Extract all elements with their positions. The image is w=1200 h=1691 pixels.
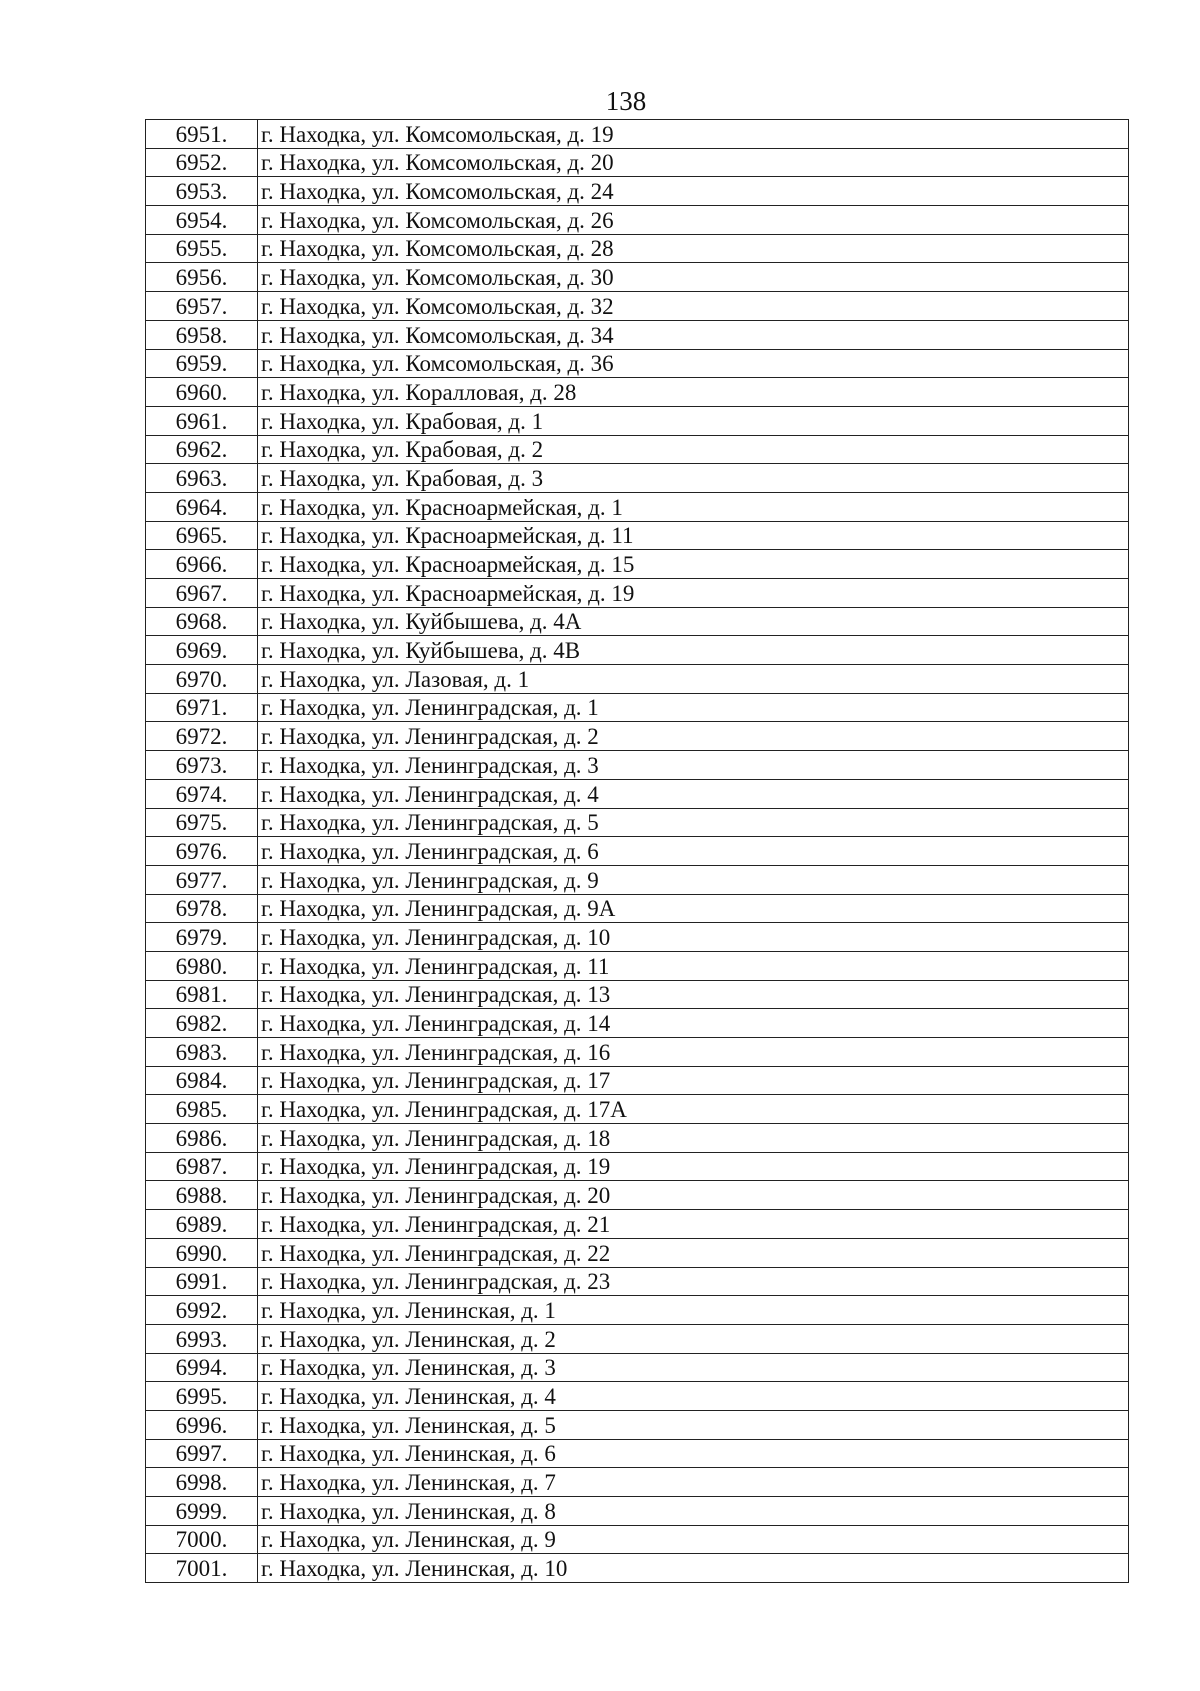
row-address: г. Находка, ул. Комсомольская, д. 26 bbox=[258, 206, 1129, 235]
table-row bbox=[146, 1066, 1129, 1095]
table-row bbox=[146, 951, 1129, 980]
table-row bbox=[146, 320, 1129, 349]
table-row bbox=[146, 607, 1129, 636]
row-number: 6986. bbox=[146, 1124, 258, 1153]
row-address: г. Находка, ул. Красноармейская, д. 19 bbox=[258, 579, 1129, 608]
table-row bbox=[146, 1439, 1129, 1468]
address-table-body bbox=[146, 120, 1129, 1583]
row-number: 6999. bbox=[146, 1497, 258, 1526]
row-number: 6983. bbox=[146, 1038, 258, 1067]
row-address: г. Находка, ул. Ленинградская, д. 17 bbox=[258, 1066, 1129, 1095]
row-address: г. Находка, ул. Лазовая, д. 1 bbox=[258, 665, 1129, 694]
table-row bbox=[146, 1152, 1129, 1181]
row-address: г. Находка, ул. Комсомольская, д. 19 bbox=[258, 120, 1129, 149]
row-address: г. Находка, ул. Ленинградская, д. 19 bbox=[258, 1152, 1129, 1181]
row-number: 6974. bbox=[146, 779, 258, 808]
table-row bbox=[146, 722, 1129, 751]
row-number: 6993. bbox=[146, 1324, 258, 1353]
row-number: 6991. bbox=[146, 1267, 258, 1296]
table-row bbox=[146, 923, 1129, 952]
table-row bbox=[146, 1210, 1129, 1239]
row-number: 6998. bbox=[146, 1468, 258, 1497]
row-number: 6964. bbox=[146, 492, 258, 521]
row-address: г. Находка, ул. Комсомольская, д. 30 bbox=[258, 263, 1129, 292]
row-address: г. Находка, ул. Комсомольская, д. 20 bbox=[258, 148, 1129, 177]
row-address: г. Находка, ул. Ленинградская, д. 17А bbox=[258, 1095, 1129, 1124]
row-number: 6954. bbox=[146, 206, 258, 235]
table-row bbox=[146, 665, 1129, 694]
table-row bbox=[146, 1038, 1129, 1067]
table-row bbox=[146, 492, 1129, 521]
row-number: 6982. bbox=[146, 1009, 258, 1038]
row-address: г. Находка, ул. Ленинская, д. 10 bbox=[258, 1554, 1129, 1583]
table-row bbox=[146, 1353, 1129, 1382]
row-address: г. Находка, ул. Ленинская, д. 9 bbox=[258, 1525, 1129, 1554]
row-address: г. Находка, ул. Ленинградская, д. 9 bbox=[258, 865, 1129, 894]
row-address: г. Находка, ул. Ленинградская, д. 23 bbox=[258, 1267, 1129, 1296]
table-row bbox=[146, 1497, 1129, 1526]
address-table bbox=[145, 119, 1129, 1583]
row-number: 6973. bbox=[146, 751, 258, 780]
table-row bbox=[146, 1468, 1129, 1497]
table-row bbox=[146, 579, 1129, 608]
row-number: 6990. bbox=[146, 1238, 258, 1267]
row-address: г. Находка, ул. Коралловая, д. 28 bbox=[258, 378, 1129, 407]
row-address: г. Находка, ул. Ленинградская, д. 6 bbox=[258, 837, 1129, 866]
table-row bbox=[146, 837, 1129, 866]
row-number: 6969. bbox=[146, 636, 258, 665]
row-number: 6987. bbox=[146, 1152, 258, 1181]
table-row bbox=[146, 1009, 1129, 1038]
row-number: 6989. bbox=[146, 1210, 258, 1239]
row-number: 6975. bbox=[146, 808, 258, 837]
table-row bbox=[146, 1410, 1129, 1439]
row-address: г. Находка, ул. Куйбышева, д. 4А bbox=[258, 607, 1129, 636]
row-address: г. Находка, ул. Красноармейская, д. 11 bbox=[258, 521, 1129, 550]
row-number: 6961. bbox=[146, 406, 258, 435]
row-number: 6977. bbox=[146, 865, 258, 894]
row-number: 7000. bbox=[146, 1525, 258, 1554]
row-number: 6966. bbox=[146, 550, 258, 579]
table-row bbox=[146, 435, 1129, 464]
table-row bbox=[146, 980, 1129, 1009]
row-number: 6984. bbox=[146, 1066, 258, 1095]
row-address: г. Находка, ул. Ленинградская, д. 2 bbox=[258, 722, 1129, 751]
table-row bbox=[146, 1095, 1129, 1124]
row-address: г. Находка, ул. Комсомольская, д. 24 bbox=[258, 177, 1129, 206]
row-address: г. Находка, ул. Ленинградская, д. 10 bbox=[258, 923, 1129, 952]
row-number: 6980. bbox=[146, 951, 258, 980]
row-number: 6978. bbox=[146, 894, 258, 923]
row-address: г. Находка, ул. Ленинградская, д. 22 bbox=[258, 1238, 1129, 1267]
row-number: 6997. bbox=[146, 1439, 258, 1468]
table-row bbox=[146, 464, 1129, 493]
row-number: 6970. bbox=[146, 665, 258, 694]
row-address: г. Находка, ул. Ленинградская, д. 4 bbox=[258, 779, 1129, 808]
table-row bbox=[146, 406, 1129, 435]
row-number: 6994. bbox=[146, 1353, 258, 1382]
row-number: 6956. bbox=[146, 263, 258, 292]
row-address: г. Находка, ул. Крабовая, д. 3 bbox=[258, 464, 1129, 493]
row-number: 6967. bbox=[146, 579, 258, 608]
row-address: г. Находка, ул. Комсомольская, д. 28 bbox=[258, 234, 1129, 263]
table-row bbox=[146, 1267, 1129, 1296]
table-row bbox=[146, 120, 1129, 149]
row-number: 6981. bbox=[146, 980, 258, 1009]
row-address: г. Находка, ул. Ленинградская, д. 11 bbox=[258, 951, 1129, 980]
table-row bbox=[146, 1324, 1129, 1353]
row-number: 6968. bbox=[146, 607, 258, 636]
row-address: г. Находка, ул. Ленинская, д. 2 bbox=[258, 1324, 1129, 1353]
row-number: 6985. bbox=[146, 1095, 258, 1124]
row-number: 6960. bbox=[146, 378, 258, 407]
table-row bbox=[146, 865, 1129, 894]
row-number: 6972. bbox=[146, 722, 258, 751]
table-row bbox=[146, 1554, 1129, 1583]
row-address: г. Находка, ул. Комсомольская, д. 34 bbox=[258, 320, 1129, 349]
row-address: г. Находка, ул. Ленинская, д. 6 bbox=[258, 1439, 1129, 1468]
row-number: 6957. bbox=[146, 292, 258, 321]
table-row bbox=[146, 1525, 1129, 1554]
row-address: г. Находка, ул. Ленинская, д. 3 bbox=[258, 1353, 1129, 1382]
row-address: г. Находка, ул. Красноармейская, д. 1 bbox=[258, 492, 1129, 521]
row-address: г. Находка, ул. Ленинградская, д. 1 bbox=[258, 693, 1129, 722]
row-number: 6995. bbox=[146, 1382, 258, 1411]
row-address: г. Находка, ул. Ленинская, д. 8 bbox=[258, 1497, 1129, 1526]
table-row bbox=[146, 779, 1129, 808]
table-row bbox=[146, 808, 1129, 837]
table-row bbox=[146, 1181, 1129, 1210]
table-row bbox=[146, 1238, 1129, 1267]
row-number: 6963. bbox=[146, 464, 258, 493]
row-number: 6976. bbox=[146, 837, 258, 866]
row-address: г. Находка, ул. Куйбышева, д. 4В bbox=[258, 636, 1129, 665]
row-address: г. Находка, ул. Крабовая, д. 1 bbox=[258, 406, 1129, 435]
row-address: г. Находка, ул. Ленинская, д. 1 bbox=[258, 1296, 1129, 1325]
table-row bbox=[146, 751, 1129, 780]
table-row bbox=[146, 234, 1129, 263]
table-row bbox=[146, 378, 1129, 407]
table-row bbox=[146, 148, 1129, 177]
row-address: г. Находка, ул. Ленинградская, д. 13 bbox=[258, 980, 1129, 1009]
row-address: г. Находка, ул. Ленинградская, д. 5 bbox=[258, 808, 1129, 837]
row-number: 6965. bbox=[146, 521, 258, 550]
row-number: 6979. bbox=[146, 923, 258, 952]
row-address: г. Находка, ул. Ленинская, д. 5 bbox=[258, 1410, 1129, 1439]
table-row bbox=[146, 550, 1129, 579]
row-address: г. Находка, ул. Ленинградская, д. 18 bbox=[258, 1124, 1129, 1153]
table-row bbox=[146, 177, 1129, 206]
row-number: 7001. bbox=[146, 1554, 258, 1583]
row-address: г. Находка, ул. Ленинская, д. 7 bbox=[258, 1468, 1129, 1497]
row-address: г. Находка, ул. Ленинградская, д. 21 bbox=[258, 1210, 1129, 1239]
row-address: г. Находка, ул. Ленинградская, д. 20 bbox=[258, 1181, 1129, 1210]
table-row bbox=[146, 636, 1129, 665]
row-number: 6958. bbox=[146, 320, 258, 349]
row-number: 6971. bbox=[146, 693, 258, 722]
table-row bbox=[146, 206, 1129, 235]
row-number: 6955. bbox=[146, 234, 258, 263]
row-number: 6952. bbox=[146, 148, 258, 177]
row-address: г. Находка, ул. Ленинградская, д. 16 bbox=[258, 1038, 1129, 1067]
row-address: г. Находка, ул. Комсомольская, д. 32 bbox=[258, 292, 1129, 321]
row-address: г. Находка, ул. Ленинградская, д. 3 bbox=[258, 751, 1129, 780]
page-number: 138 bbox=[605, 86, 647, 116]
row-address: г. Находка, ул. Ленинградская, д. 9А bbox=[258, 894, 1129, 923]
table-row bbox=[146, 292, 1129, 321]
row-number: 6951. bbox=[146, 120, 258, 149]
table-row bbox=[146, 693, 1129, 722]
row-address: г. Находка, ул. Красноармейская, д. 15 bbox=[258, 550, 1129, 579]
row-address: г. Находка, ул. Ленинская, д. 4 bbox=[258, 1382, 1129, 1411]
row-address: г. Находка, ул. Ленинградская, д. 14 bbox=[258, 1009, 1129, 1038]
row-number: 6962. bbox=[146, 435, 258, 464]
table-row bbox=[146, 894, 1129, 923]
table-row bbox=[146, 349, 1129, 378]
row-number: 6959. bbox=[146, 349, 258, 378]
row-number: 6996. bbox=[146, 1410, 258, 1439]
row-number: 6953. bbox=[146, 177, 258, 206]
row-number: 6992. bbox=[146, 1296, 258, 1325]
table-row bbox=[146, 263, 1129, 292]
row-number: 6988. bbox=[146, 1181, 258, 1210]
table-row bbox=[146, 1296, 1129, 1325]
table-row bbox=[146, 1382, 1129, 1411]
row-address: г. Находка, ул. Комсомольская, д. 36 bbox=[258, 349, 1129, 378]
table-row bbox=[146, 521, 1129, 550]
row-address: г. Находка, ул. Крабовая, д. 2 bbox=[258, 435, 1129, 464]
table-row bbox=[146, 1124, 1129, 1153]
